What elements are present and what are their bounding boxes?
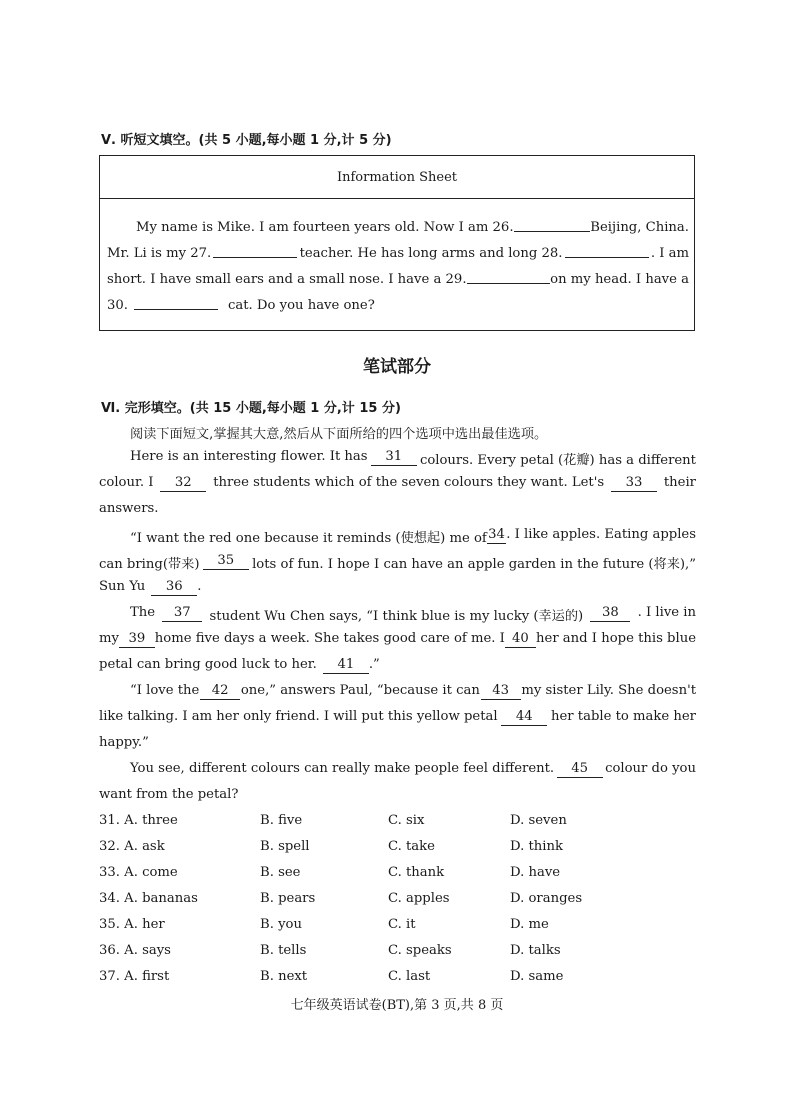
- option-d[interactable]: D. seven: [510, 813, 567, 828]
- passage-line-2: [99, 475, 696, 492]
- option-a[interactable]: 37. A. first: [99, 969, 170, 984]
- blank-31[interactable]: 31: [371, 449, 417, 466]
- option-d[interactable]: D. me: [510, 917, 549, 932]
- info-line-4-text-b: cat. Do you have one?: [227, 298, 375, 313]
- option-c[interactable]: C. take: [388, 839, 435, 854]
- passage-text: answers.: [99, 501, 159, 516]
- passage-line-6: [99, 579, 696, 596]
- blank-36[interactable]: 36: [151, 579, 197, 596]
- passage-line-8: [99, 631, 696, 648]
- passage-text: her and I hope this blue: [536, 631, 696, 646]
- option-d[interactable]: D. talks: [510, 943, 561, 958]
- info-line-2-text-c: . I am: [650, 246, 689, 261]
- option-a[interactable]: 35. A. her: [99, 917, 165, 932]
- passage-line-3: [99, 501, 696, 516]
- option-b[interactable]: B. spell: [260, 839, 310, 854]
- passage-text: her table to make her: [550, 709, 696, 724]
- written-part-heading: 笔试部分: [363, 357, 431, 377]
- option-c[interactable]: C. speaks: [388, 943, 452, 958]
- option-a[interactable]: 34. A. bananas: [99, 891, 198, 906]
- info-line-4: [107, 293, 689, 319]
- info-line-1-text-b: Beijing, China.: [590, 220, 689, 235]
- passage-line-11: [99, 709, 696, 726]
- option-a[interactable]: 36. A. says: [99, 943, 171, 958]
- option-b[interactable]: B. tells: [260, 943, 307, 958]
- passage-text: student Wu Chen says, “I think blue is my lucky (幸运的): [209, 609, 584, 624]
- passage-text: happy.”: [99, 735, 149, 750]
- passage-text: . I like apples. Eating apples: [506, 527, 696, 542]
- passage-text: colour do you: [605, 761, 696, 776]
- passage-line-13: [130, 761, 696, 778]
- option-a[interactable]: 33. A. come: [99, 865, 178, 880]
- passage-line-10: [130, 683, 696, 700]
- info-line-1-text-a: My name is Mike. I am fourteen years old. Now I am 26.: [136, 220, 514, 235]
- passage-line-14: [99, 787, 696, 802]
- information-sheet-title: Information Sheet: [100, 156, 694, 199]
- blank-30[interactable]: [134, 293, 218, 310]
- blank-28[interactable]: [565, 241, 649, 258]
- passage-line-12: [99, 735, 696, 750]
- blank-40[interactable]: 40: [505, 631, 536, 648]
- option-c[interactable]: C. apples: [388, 891, 450, 906]
- passage-text: colour. I: [99, 475, 154, 490]
- option-a[interactable]: 32. A. ask: [99, 839, 165, 854]
- info-line-3-text-b: on my head. I have a: [550, 272, 689, 287]
- info-line-2-text-b: teacher. He has long arms and long 28.: [299, 246, 563, 261]
- blank-35[interactable]: 35: [203, 553, 249, 570]
- option-d[interactable]: D. think: [510, 839, 563, 854]
- passage-text: colours. Every petal (花瓣) has a different: [419, 453, 696, 468]
- option-b[interactable]: B. five: [260, 813, 303, 828]
- info-line-2-text-a: Mr. Li is my 27.: [107, 246, 212, 261]
- info-line-3: [107, 267, 689, 293]
- passage-text: lots of fun. I hope I can have an apple garden in the future (将来),”: [252, 557, 696, 572]
- option-b[interactable]: B. you: [260, 917, 302, 932]
- info-line-4-text-a: 30.: [107, 298, 128, 313]
- option-d[interactable]: D. have: [510, 865, 561, 880]
- passage-text: one,” answers Paul, “because it can: [240, 683, 480, 698]
- passage-line-5: [99, 553, 696, 572]
- info-line-3-text-a: short. I have small ears and a small nose. I have a 29.: [107, 272, 467, 287]
- blank-44[interactable]: 44: [501, 709, 547, 726]
- blank-27[interactable]: [213, 241, 297, 258]
- blank-39[interactable]: 39: [119, 631, 155, 648]
- blank-45[interactable]: 45: [557, 761, 603, 778]
- passage-text: Here is an interesting flower. It has: [130, 449, 368, 464]
- blank-29[interactable]: [467, 267, 551, 284]
- passage-text: three students which of the seven colours they want. Let's: [213, 475, 605, 490]
- option-b[interactable]: B. see: [260, 865, 301, 880]
- passage-text: my: [99, 631, 119, 646]
- option-b[interactable]: B. pears: [260, 891, 316, 906]
- passage-text: home five days a week. She takes good care of me. I: [154, 631, 505, 646]
- passage-text: The: [130, 605, 156, 620]
- blank-33[interactable]: 33: [611, 475, 657, 492]
- passage-text: want from the petal?: [99, 787, 239, 802]
- section-6-instruction: 阅读下面短文,掌握其大意,然后从下面所给的四个选项中选出最佳选项。: [130, 427, 548, 442]
- blank-32[interactable]: 32: [160, 475, 206, 492]
- option-a[interactable]: 31. A. three: [99, 813, 178, 828]
- passage-text: like talking. I am her only friend. I will put this yellow petal: [99, 709, 498, 724]
- blank-26[interactable]: [514, 215, 590, 232]
- passage-text: .: [197, 579, 202, 594]
- blank-34[interactable]: 34: [488, 527, 505, 542]
- passage-text: . I live in: [637, 605, 696, 620]
- option-c[interactable]: C. thank: [388, 865, 445, 880]
- option-c[interactable]: C. six: [388, 813, 425, 828]
- passage-text: “I love the: [130, 683, 200, 698]
- blank-42[interactable]: 42: [200, 683, 240, 700]
- section-5-title: Ⅴ. 听短文填空。(共 5 小题,每小题 1 分,计 5 分): [101, 133, 392, 148]
- passage-line-1: [130, 449, 696, 468]
- passage-text: their: [663, 475, 696, 490]
- blank-37[interactable]: 37: [162, 605, 202, 622]
- passage-text: You see, different colours can really make people feel different.: [130, 761, 555, 776]
- passage-text: petal can bring good luck to her.: [99, 657, 317, 672]
- passage-line-4: [130, 527, 696, 546]
- passage-text: can bring(带来): [99, 557, 200, 572]
- option-d[interactable]: D. oranges: [510, 891, 583, 906]
- passage-text: Sun Yu: [99, 579, 146, 594]
- passage-text: “I want the red one because it reminds (使想起) me of: [130, 531, 487, 546]
- passage-text: my sister Lily. She doesn't: [521, 683, 696, 698]
- blank-41[interactable]: 41: [323, 657, 369, 674]
- option-c[interactable]: C. it: [388, 917, 416, 932]
- page-footer: 七年级英语试卷(BT),第 3 页,共 8 页: [290, 998, 504, 1013]
- option-d[interactable]: D. same: [510, 969, 564, 984]
- info-line-1: [107, 215, 689, 241]
- option-c[interactable]: C. last: [388, 969, 431, 984]
- info-line-2: [107, 241, 689, 267]
- blank-38[interactable]: 38: [590, 605, 630, 622]
- blank-43[interactable]: 43: [481, 683, 521, 700]
- section-6-title: Ⅵ. 完形填空。(共 15 小题,每小题 1 分,计 15 分): [101, 401, 401, 416]
- passage-text: .”: [368, 657, 380, 672]
- option-b[interactable]: B. next: [260, 969, 308, 984]
- passage-line-9: [99, 657, 696, 674]
- passage-line-7: [130, 605, 696, 624]
